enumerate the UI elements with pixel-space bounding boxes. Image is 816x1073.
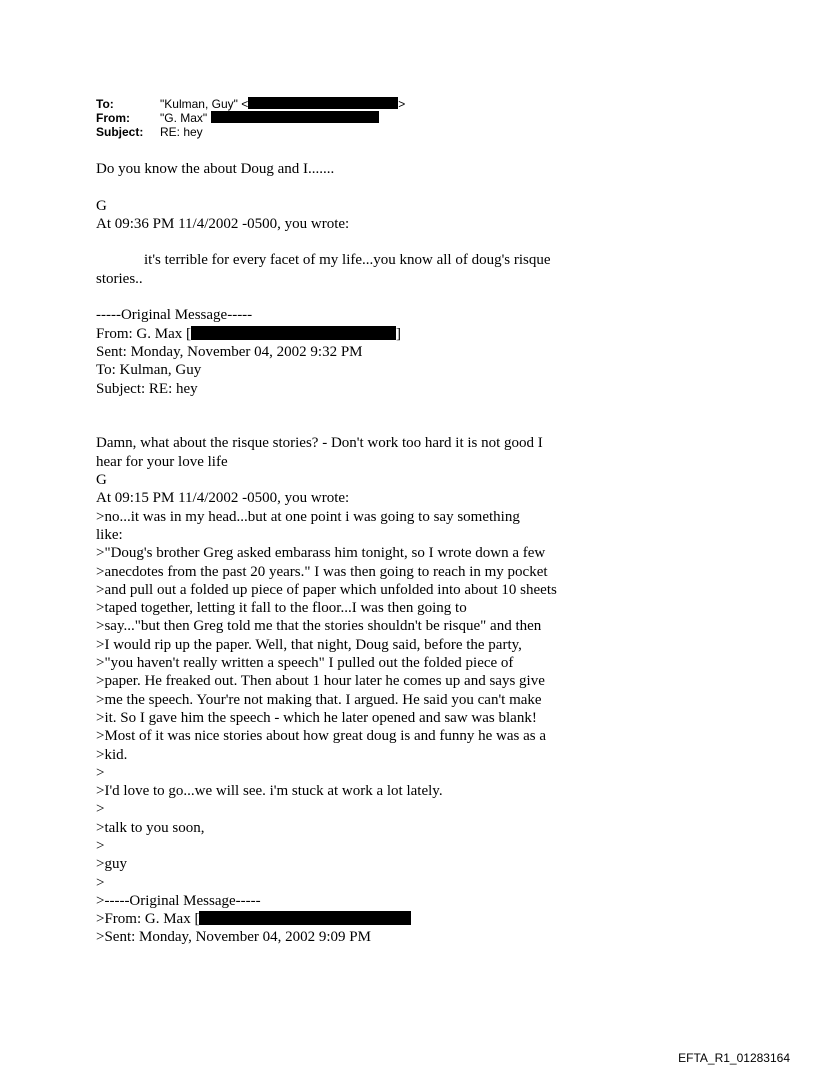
- from-row: [96, 111, 405, 125]
- quoted-line: stories..: [96, 270, 143, 287]
- message-line: >I would rip up the paper. Well, that night, Doug said, before the party,: [96, 636, 522, 653]
- from-value: [160, 111, 379, 125]
- message-line: >anecdotes from the past 20 years." I was then going to reach in my pocket: [96, 563, 548, 580]
- original-from: [96, 325, 616, 343]
- quoted-original-from: [96, 910, 616, 928]
- message-line: >guy: [96, 856, 127, 873]
- message-line: >and pull out a folded up piece of paper which unfolded into about 10 sheets: [96, 581, 557, 598]
- message-line: >it. So I gave him the speech - which he later opened and saw was blank!: [96, 709, 537, 726]
- reply-signature: G: [96, 197, 107, 214]
- message-line: >-----Original Message-----: [96, 892, 261, 909]
- message-line: like:: [96, 526, 123, 543]
- original-message-divider: -----Original Message-----: [96, 307, 253, 324]
- redaction-block: [211, 111, 379, 123]
- to-row: [96, 97, 405, 111]
- message-line: >: [96, 874, 105, 891]
- message-line: >"Doug's brother Greg asked embarass him tonight, so I wrote down a few: [96, 545, 546, 562]
- message-line: >no...it was in my head...but at one point i was going to say something: [96, 508, 520, 525]
- message-line: >paper. He freaked out. Then about 1 hour later he comes up and says give: [96, 673, 545, 690]
- message-line: >Most of it was nice stories about how great doug is and funny he was as a: [96, 728, 547, 745]
- subject-row: [96, 125, 405, 139]
- message-line: >"you haven't really written a speech" I pulled out the folded piece of: [96, 655, 514, 672]
- message-line: >kid.: [96, 746, 128, 763]
- redaction-block: [191, 326, 396, 340]
- message-line: >: [96, 764, 105, 781]
- to-label: To:: [96, 97, 114, 111]
- reply-attribution: At 09:36 PM 11/4/2002 -0500, you wrote:: [96, 215, 350, 232]
- message-line: >: [96, 837, 105, 854]
- to-value: [160, 97, 405, 111]
- message-line: >me the speech. Your're not making that. I argued. He said you can't make: [96, 691, 542, 708]
- quoted-original-sent: >Sent: Monday, November 04, 2002 9:09 PM: [96, 929, 371, 946]
- email-body: [96, 160, 616, 947]
- original-from-text: From: G. Max [: [96, 325, 191, 342]
- original-sent: Sent: Monday, November 04, 2002 9:32 PM: [96, 343, 363, 360]
- original-from-suffix: ]: [396, 325, 401, 342]
- from-label: From:: [96, 111, 130, 125]
- subject-label: Subject:: [96, 125, 144, 139]
- message-line: >taped together, letting it fall to the floor...I was then going to: [96, 600, 467, 617]
- original-subject: Subject: RE: hey: [96, 380, 198, 397]
- quoted-line: it's terrible for every facet of my life...you know all of doug's risque: [144, 252, 551, 269]
- document-id: EFTA_R1_01283164: [678, 1051, 790, 1065]
- message-line: >I'd love to go...we will see. i'm stuck at work a lot lately.: [96, 783, 443, 800]
- to-value-text: "Kulman, Guy" <: [160, 97, 249, 111]
- from-value-text: "G. Max": [160, 111, 208, 125]
- email-header: [96, 97, 405, 139]
- message-line: hear for your love life: [96, 453, 228, 470]
- subject-value: RE: hey: [160, 125, 203, 139]
- reply-line: Do you know the about Doug and I.......: [96, 161, 335, 177]
- message-line: G: [96, 472, 107, 489]
- quoted-original-from-text: >From: G. Max [: [96, 911, 200, 928]
- message-line: >talk to you soon,: [96, 819, 205, 836]
- redaction-block: [199, 911, 411, 925]
- to-value-suffix: >: [398, 97, 406, 111]
- message-2: [96, 434, 616, 910]
- original-to: To: Kulman, Guy: [96, 362, 202, 379]
- message-line: >say..."but then Greg told me that the stories shouldn't be risque" and then: [96, 618, 542, 635]
- message-line: At 09:15 PM 11/4/2002 -0500, you wrote:: [96, 490, 350, 507]
- message-line: >: [96, 801, 105, 818]
- redaction-block: [248, 97, 398, 109]
- message-line: Damn, what about the risque stories? - Don't work too hard it is not good I: [96, 435, 543, 452]
